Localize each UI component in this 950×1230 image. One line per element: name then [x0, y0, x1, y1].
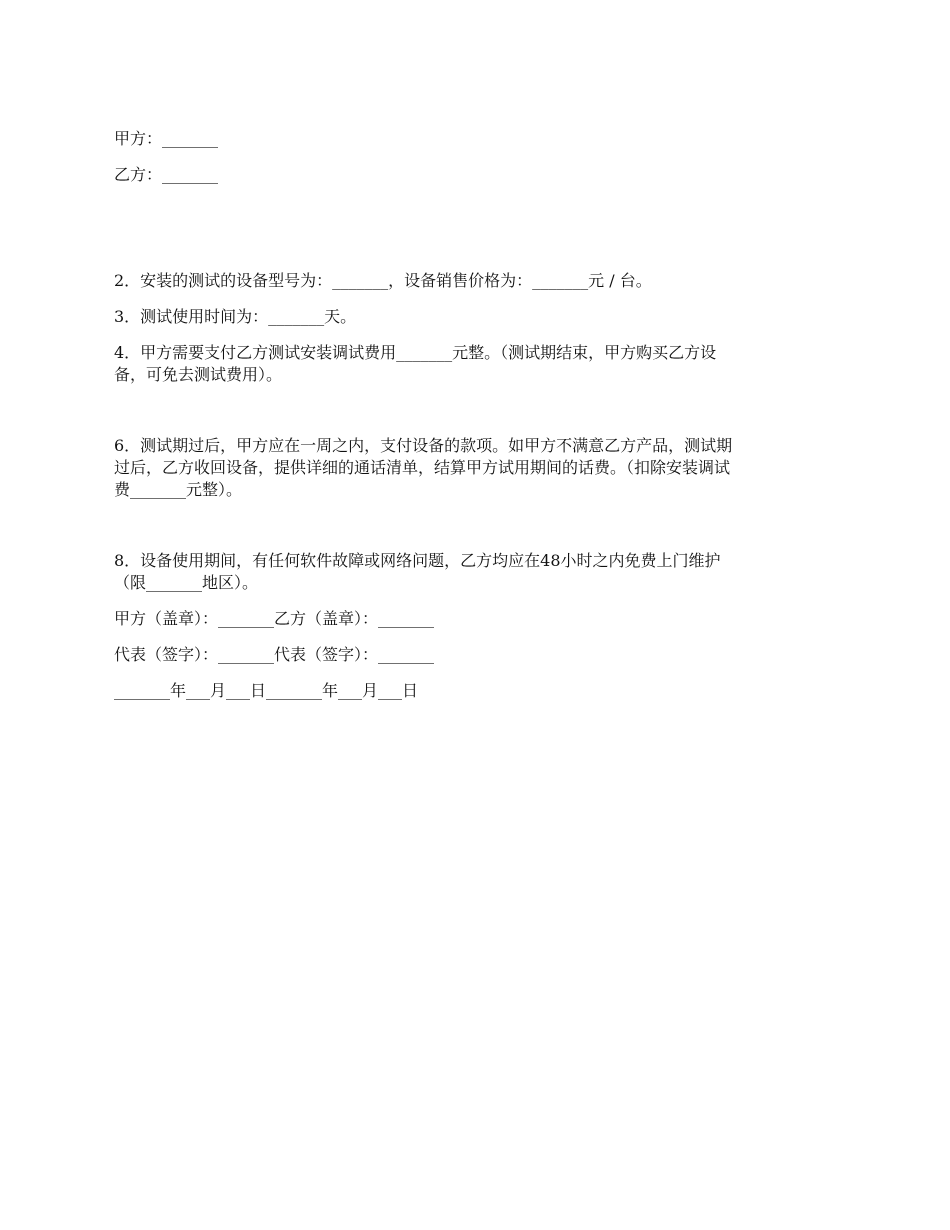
party-b-line: 乙方：_______ — [114, 165, 219, 184]
clause-8-line-1: 8．设备使用期间，有任何软件故障或网络问题，乙方均应在48小时之内免费上门维护 — [114, 551, 721, 570]
clause-6-line-1: 6．测试期过后，甲方应在一周之内，支付设备的款项。如甲方不满意乙方产品，测试期 — [114, 436, 733, 455]
clause-6-line-3: 费_______元整）。 — [114, 480, 243, 499]
clause-8-line-2: （限_______地区）。 — [114, 573, 259, 592]
signature-line: 代表（签字）：_______代表（签字）：_______ — [114, 645, 435, 664]
clause-6-line-2: 过后，乙方收回设备，提供详细的通话清单，结算甲方试用期间的话费。（扣除安装调试 — [114, 458, 731, 477]
clause-3: 3．测试使用时间为：_______天。 — [114, 307, 357, 326]
clause-2: 2．安装的测试的设备型号为：_______，设备销售价格为：_______元 / 台。 — [114, 271, 652, 290]
date-line: _______年___月___日_______年___月___日 — [114, 681, 419, 700]
party-a-line: 甲方：_______ — [114, 129, 219, 148]
clause-4-line-2: 备，可免去测试费用）。 — [114, 365, 283, 384]
seal-line: 甲方（盖章）：_______乙方（盖章）：_______ — [114, 609, 435, 628]
clause-4-line-1: 4．甲方需要支付乙方测试安装调试费用_______元整。（测试期结束，甲方购买乙方设 — [114, 343, 717, 362]
